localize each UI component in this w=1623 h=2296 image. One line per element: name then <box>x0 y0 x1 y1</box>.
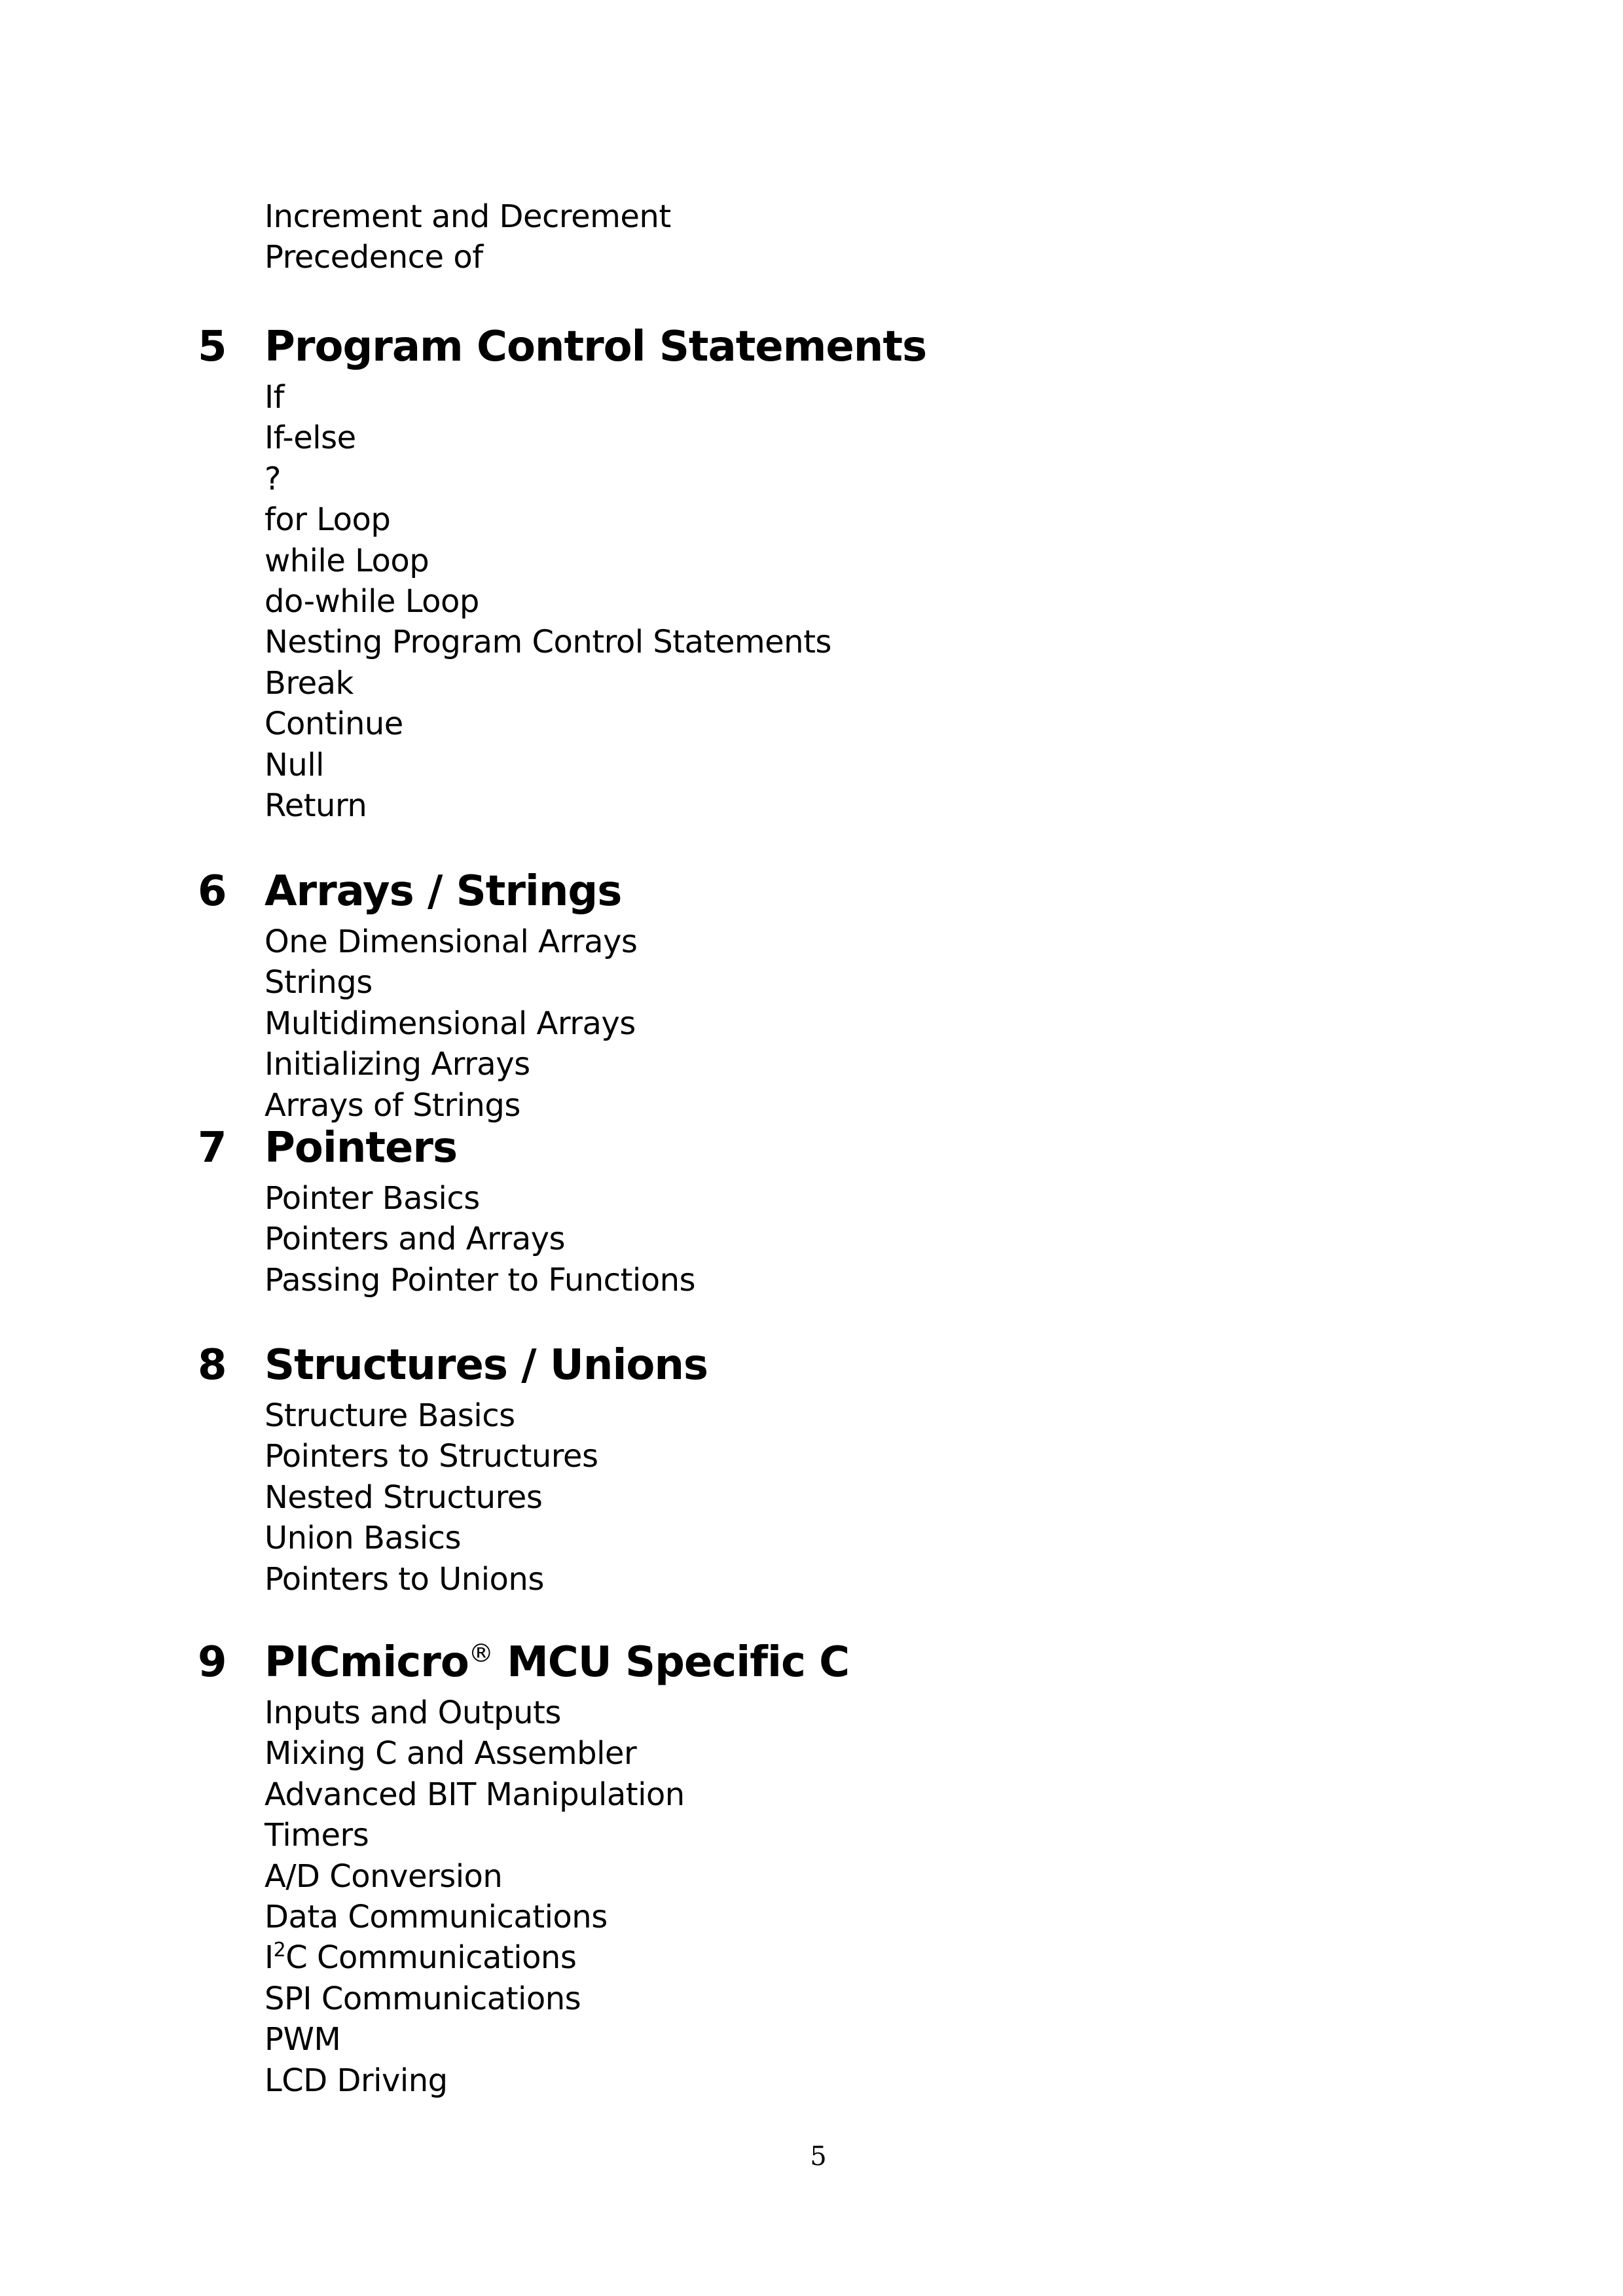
section-number: 9 <box>198 1638 227 1687</box>
list-item: Nested Structures <box>264 1479 543 1516</box>
section-title-rest: MCU Specific C <box>492 1638 850 1687</box>
list-item: Increment and Decrement <box>264 198 671 235</box>
list-item: One Dimensional Arrays <box>264 924 638 960</box>
section-title: Pointers <box>264 1124 458 1172</box>
list-item: Union Basics <box>264 1520 462 1557</box>
list-item: A/D Conversion <box>264 1857 503 1895</box>
list-item: Inputs and Outputs <box>264 1695 561 1731</box>
i2c-superscript: 2 <box>273 1939 286 1962</box>
section-heading <box>0 1118 1623 1178</box>
list-item: If-else <box>264 420 356 457</box>
list-item: Continue <box>264 706 403 743</box>
list-item: Structure Basics <box>264 1397 515 1434</box>
list-item: Pointers to Structures <box>264 1438 598 1475</box>
list-item: Data Communications <box>264 1898 608 1935</box>
list-item: Multidimensional Arrays <box>264 1005 636 1042</box>
section-heading <box>0 861 1623 922</box>
i2c-suffix: C Communications <box>285 1939 577 1977</box>
section-number: 5 <box>198 323 227 371</box>
section-heading <box>0 1632 1623 1693</box>
list-item: Nesting Program Control Statements <box>264 624 831 661</box>
intro-items <box>0 196 1623 278</box>
section-6 <box>0 861 1623 1126</box>
list-item: Timers <box>264 1817 369 1854</box>
section-title: Program Control Statements <box>264 323 927 371</box>
list-item: for Loop <box>264 501 391 539</box>
section-title: Structures / Unions <box>264 1341 708 1390</box>
section-number: 6 <box>198 867 227 916</box>
list-item: SPI Communications <box>264 1980 581 2017</box>
list-item: Strings <box>264 964 373 1001</box>
list-item: do-while Loop <box>264 583 479 620</box>
list-item: Null <box>264 746 324 783</box>
section-heading <box>0 317 1623 377</box>
list-item: Pointer Basics <box>264 1180 480 1217</box>
section-title: Arrays / Strings <box>264 867 622 916</box>
list-item: Initializing Arrays <box>264 1046 530 1083</box>
list-item: PWM <box>264 2021 341 2058</box>
list-item: Mixing C and Assembler <box>264 1735 637 1772</box>
section-number: 8 <box>198 1341 227 1390</box>
section-title <box>264 1632 849 1693</box>
list-item: Passing Pointer to Functions <box>264 1261 696 1299</box>
section-5 <box>0 317 1623 826</box>
list-item: Return <box>264 787 367 824</box>
list-item: Advanced BIT Manipulation <box>264 1776 685 1813</box>
list-item: Arrays of Strings <box>264 1086 520 1124</box>
section-heading <box>0 1335 1623 1395</box>
list-item: Pointers to Unions <box>264 1560 544 1598</box>
registered-mark: ® <box>468 1639 493 1668</box>
list-item-i2c <box>264 1937 1623 1978</box>
list-item: If <box>264 379 285 416</box>
i2c-prefix: I <box>264 1939 274 1977</box>
section-7 <box>0 1118 1623 1300</box>
list-item: while Loop <box>264 542 429 579</box>
list-item: Pointers and Arrays <box>264 1221 566 1258</box>
list-item: ? <box>264 460 281 497</box>
section-title-main: PICmicro <box>264 1638 469 1687</box>
list-item: LCD Driving <box>264 2062 448 2099</box>
section-9 <box>0 1632 1623 2101</box>
page-number: 5 <box>810 2142 827 2172</box>
section-8 <box>0 1335 1623 1600</box>
list-item: Precedence of <box>264 239 483 276</box>
section-number: 7 <box>198 1124 227 1172</box>
list-item: Break <box>264 664 354 702</box>
